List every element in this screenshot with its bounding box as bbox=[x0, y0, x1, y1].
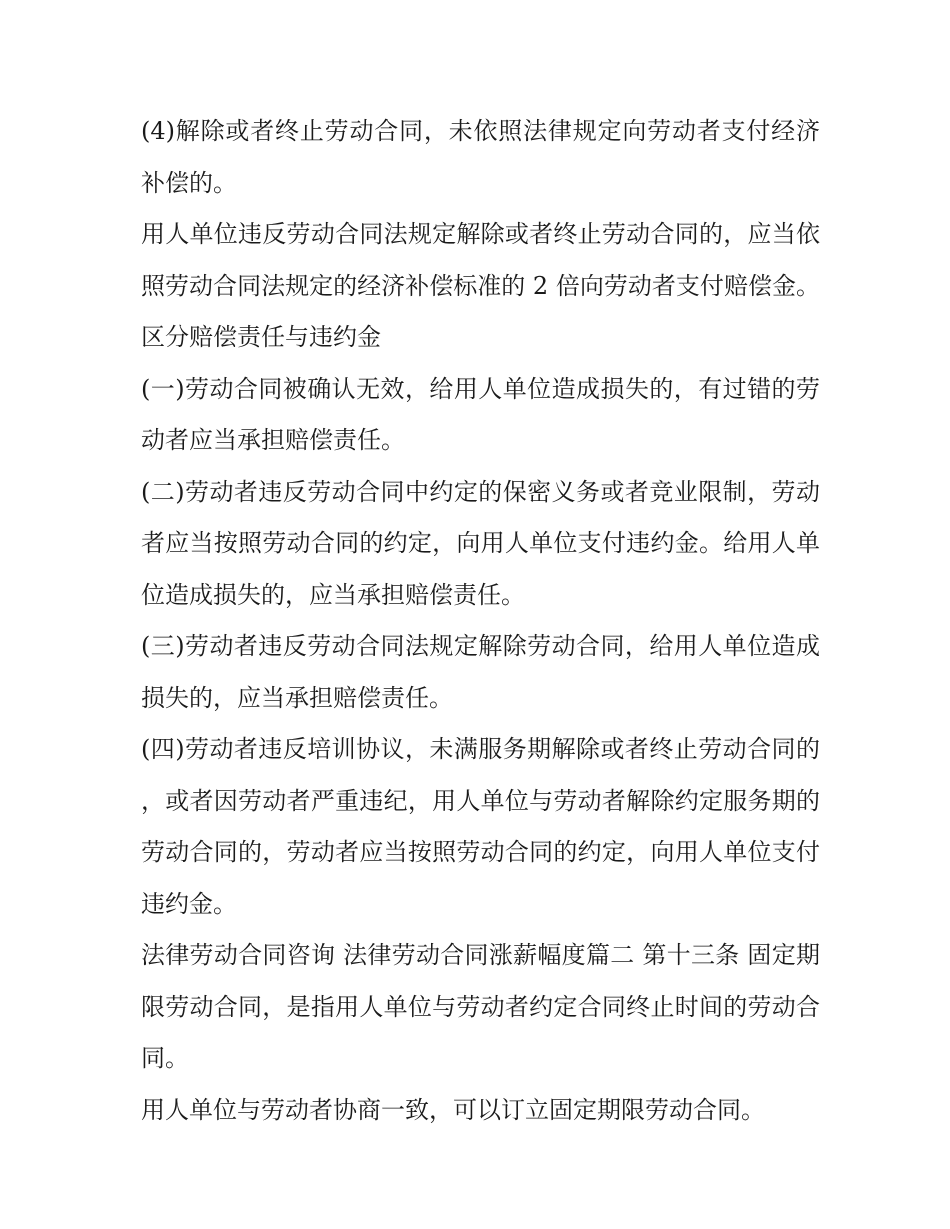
paragraph-compensation-standard: 用人单位违反劳动合同法规定解除或者终止劳动合同的，应当依照劳动合同法规定的经济补偿标准的 2 倍向劳动者支付赔偿金。 区分赔偿责任与违约金 bbox=[141, 220, 820, 351]
paragraph-training-agreement: (四)劳动者违反培训协议，未满服务期解除或者终止劳动合同的，或者因劳动者严重违纪，用人单位与劳动者解除约定服务期的劳动合同的，劳动者应当按照劳动合同的约定，向用人单位支付违约金。 bbox=[141, 735, 820, 918]
paragraph-fixed-term-definition: 法律劳动合同咨询 法律劳动合同涨薪幅度篇二 第十三条 固定期限劳动合同，是指用人单位与劳动者约定合同终止时间的劳动合同。 bbox=[141, 941, 820, 1072]
paragraph-unlawful-termination: (三)劳动者违反劳动合同法规定解除劳动合同，给用人单位造成损失的，应当承担赔偿责任。 bbox=[141, 632, 820, 712]
paragraph-fixed-term-agreement: 用人单位与劳动者协商一致，可以订立固定期限劳动合同。 bbox=[141, 1095, 765, 1124]
paragraph-invalid-contract: (一)劳动合同被确认无效，给用人单位造成损失的，有过错的劳动者应当承担赔偿责任。 bbox=[141, 374, 820, 454]
paragraph-confidentiality: (二)劳动者违反劳动合同中约定的保密义务或者竞业限制，劳动者应当按照劳动合同的约定，向用人单位支付违约金。给用人单位造成损失的，应当承担赔偿责任。 bbox=[141, 477, 820, 609]
paragraph-economic-compensation: (4)解除或者终止劳动合同，未依照法律规定向劳动者支付经济补偿的。 bbox=[141, 117, 820, 197]
document-body bbox=[141, 106, 820, 1136]
